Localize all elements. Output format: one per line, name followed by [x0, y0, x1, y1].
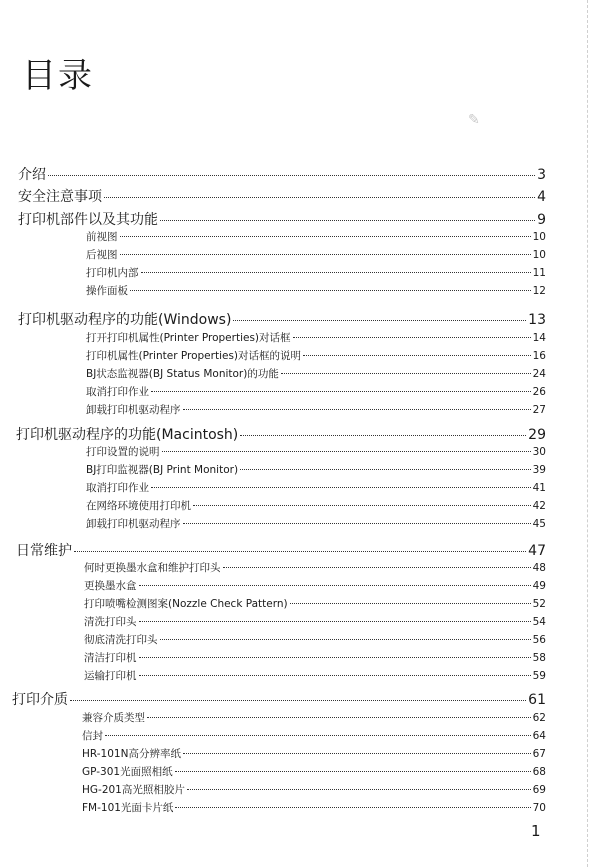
toc-page-number: 39 — [532, 464, 546, 476]
toc-page-number: 61 — [528, 692, 546, 708]
toc-item[interactable] — [86, 480, 546, 495]
toc-item-label: 取消打印作业 — [86, 482, 149, 494]
toc-item-label: BJ打印监视器(BJ Print Monitor) — [86, 464, 239, 476]
toc-page-number: 24 — [532, 368, 546, 380]
toc-page-number: 59 — [532, 670, 546, 682]
toc-page-number: 47 — [528, 543, 546, 559]
toc-page-number: 41 — [532, 482, 546, 494]
toc-item[interactable] — [84, 614, 546, 629]
toc-leader — [162, 451, 531, 452]
toc-item[interactable] — [86, 498, 546, 513]
toc-item-label: 打印机属性(Printer Properties)对话框的说明 — [86, 350, 302, 362]
toc-item[interactable] — [84, 578, 546, 593]
toc-section-label: 打印机部件以及其功能 — [18, 212, 158, 228]
toc-item[interactable] — [86, 348, 546, 363]
toc-leader — [175, 771, 531, 772]
toc-item-label: 运输打印机 — [84, 670, 137, 682]
toc-item-label: 在网络环境使用打印机 — [86, 500, 191, 512]
toc-page-number: 70 — [532, 802, 546, 814]
toc-section-label: 打印机驱动程序的功能(Macintosh) — [16, 427, 239, 443]
toc-page-number: 68 — [532, 766, 546, 778]
toc-leader — [74, 551, 526, 552]
toc-page-number: 9 — [537, 212, 546, 228]
toc-page-number: 4 — [537, 189, 546, 205]
toc-item-label: 清洗打印头 — [84, 616, 137, 628]
toc-page-number: 29 — [528, 427, 546, 443]
toc-item-label: 取消打印作业 — [86, 386, 149, 398]
toc-section-label: 打印机驱动程序的功能(Windows) — [18, 312, 232, 328]
toc-item[interactable] — [86, 265, 546, 280]
toc-page-number: 62 — [532, 712, 546, 724]
toc-page-number: 69 — [532, 784, 546, 796]
toc-leader — [160, 639, 531, 640]
toc-section-label: 安全注意事项 — [18, 189, 102, 205]
toc-leader — [183, 753, 531, 754]
toc-item-label: 打印喷嘴检测图案(Nozzle Check Pattern) — [84, 598, 288, 610]
toc-leader — [223, 567, 531, 568]
toc-leader — [105, 735, 531, 736]
toc-leader — [240, 435, 526, 436]
toc-page-number: 12 — [532, 285, 546, 297]
toc-page-number: 16 — [532, 350, 546, 362]
toc-item-label: 卸载打印机驱动程序 — [86, 518, 181, 530]
toc-item-label: BJ状态监视器(BJ Status Monitor)的功能 — [86, 368, 279, 380]
toc-leader — [130, 290, 531, 291]
toc-page-number: 52 — [532, 598, 546, 610]
toc-page-number: 58 — [532, 652, 546, 664]
toc-item-label: 清洁打印机 — [84, 652, 137, 664]
toc-item[interactable] — [86, 283, 546, 298]
toc-item-label: HG-201高光照相胶片 — [82, 784, 185, 796]
toc-item-label: 信封 — [82, 730, 103, 742]
toc-leader — [183, 523, 531, 524]
toc-item-label: GP-301光面照相纸 — [82, 766, 173, 778]
toc-leader — [104, 197, 535, 198]
toc-item[interactable] — [84, 668, 546, 683]
toc-item-label: 操作面板 — [86, 285, 128, 297]
toc-item[interactable] — [86, 462, 546, 477]
toc-item-label: FM-101光面卡片纸 — [82, 802, 174, 814]
toc-item[interactable] — [82, 710, 546, 725]
toc-page-number: 10 — [532, 249, 546, 261]
toc-item[interactable] — [86, 229, 546, 244]
toc-page-number: 26 — [532, 386, 546, 398]
toc-page-number: 10 — [532, 231, 546, 243]
toc-page-number: 56 — [532, 634, 546, 646]
toc-item[interactable] — [86, 402, 546, 417]
toc-item[interactable] — [86, 366, 546, 381]
toc-leader — [139, 657, 531, 658]
toc-page-number: 64 — [532, 730, 546, 742]
toc-item[interactable] — [82, 782, 546, 797]
toc-leader — [151, 391, 531, 392]
toc-item-label: 后视图 — [86, 249, 118, 261]
toc-item[interactable] — [86, 384, 546, 399]
toc-leader — [147, 717, 531, 718]
toc-section-label: 日常维护 — [16, 543, 72, 559]
toc-item[interactable] — [82, 764, 546, 779]
toc-page-number: 67 — [532, 748, 546, 760]
page-number: 1 — [531, 822, 541, 840]
toc-leader — [160, 220, 535, 221]
toc-item[interactable] — [84, 560, 546, 575]
toc-leader — [48, 175, 535, 176]
toc-leader — [240, 469, 531, 470]
toc-item-label: 卸载打印机驱动程序 — [86, 404, 181, 416]
toc-section-label: 打印介质 — [12, 692, 68, 708]
toc-item-label: HR-101N高分辨率纸 — [82, 748, 181, 760]
toc-item-label: 前视图 — [86, 231, 118, 243]
toc-leader — [290, 603, 531, 604]
page-title: 目录 — [22, 56, 94, 96]
toc-leader — [139, 621, 531, 622]
toc-item[interactable] — [84, 596, 546, 611]
toc-item-label: 更换墨水盒 — [84, 580, 137, 592]
toc-item-label: 打开打印机属性(Printer Properties)对话框 — [86, 332, 291, 344]
toc-page-number: 11 — [532, 267, 546, 279]
toc-item[interactable] — [82, 746, 546, 761]
toc-section-windows-driver[interactable] — [18, 309, 546, 329]
toc-leader — [139, 585, 531, 586]
toc-page-number: 27 — [532, 404, 546, 416]
toc-section-label: 介绍 — [18, 167, 46, 183]
toc-item[interactable] — [86, 330, 546, 345]
toc-leader — [193, 505, 531, 506]
toc-leader — [281, 373, 531, 374]
toc-item-label: 打印设置的说明 — [86, 446, 160, 458]
toc-leader — [141, 272, 531, 273]
toc-item-label: 何时更换墨水盒和维护打印头 — [84, 562, 221, 574]
toc-leader — [293, 337, 531, 338]
toc-leader — [70, 700, 526, 701]
toc-leader — [183, 409, 531, 410]
toc-section-safety[interactable] — [18, 186, 546, 206]
toc-item-label: 兼容介质类型 — [82, 712, 145, 724]
toc-section-maintenance[interactable] — [16, 540, 546, 560]
toc-page-number: 54 — [532, 616, 546, 628]
toc-page-number: 3 — [537, 167, 546, 183]
toc-item[interactable] — [86, 516, 546, 531]
toc-item-label: 彻底清洗打印头 — [84, 634, 158, 646]
toc-item[interactable] — [82, 800, 546, 815]
toc-page-number: 48 — [532, 562, 546, 574]
toc-section-mac-driver[interactable] — [16, 424, 546, 444]
toc-page-number: 14 — [532, 332, 546, 344]
toc-item[interactable] — [86, 444, 546, 459]
toc-section-media[interactable] — [12, 689, 546, 709]
toc-leader — [187, 789, 531, 790]
toc-leader — [139, 675, 531, 676]
toc-page-number: 30 — [532, 446, 546, 458]
toc-section-parts[interactable] — [18, 209, 546, 229]
toc-page-number: 13 — [528, 312, 546, 328]
toc-item[interactable] — [84, 632, 546, 647]
toc-leader — [120, 236, 531, 237]
toc-leader — [120, 254, 531, 255]
toc-leader — [233, 320, 526, 321]
toc-page-number: 45 — [532, 518, 546, 530]
toc-leader — [303, 355, 531, 356]
toc-item-label: 打印机内部 — [86, 267, 139, 279]
toc-leader — [151, 487, 531, 488]
toc-leader — [175, 807, 530, 808]
toc-item[interactable] — [84, 650, 546, 665]
toc-page-number: 49 — [532, 580, 546, 592]
toc-item[interactable] — [82, 728, 546, 743]
toc-section-intro[interactable] — [18, 164, 546, 184]
scan-smudge-icon: ✎ — [468, 112, 480, 128]
toc-item[interactable] — [86, 247, 546, 262]
toc-page-number: 42 — [532, 500, 546, 512]
